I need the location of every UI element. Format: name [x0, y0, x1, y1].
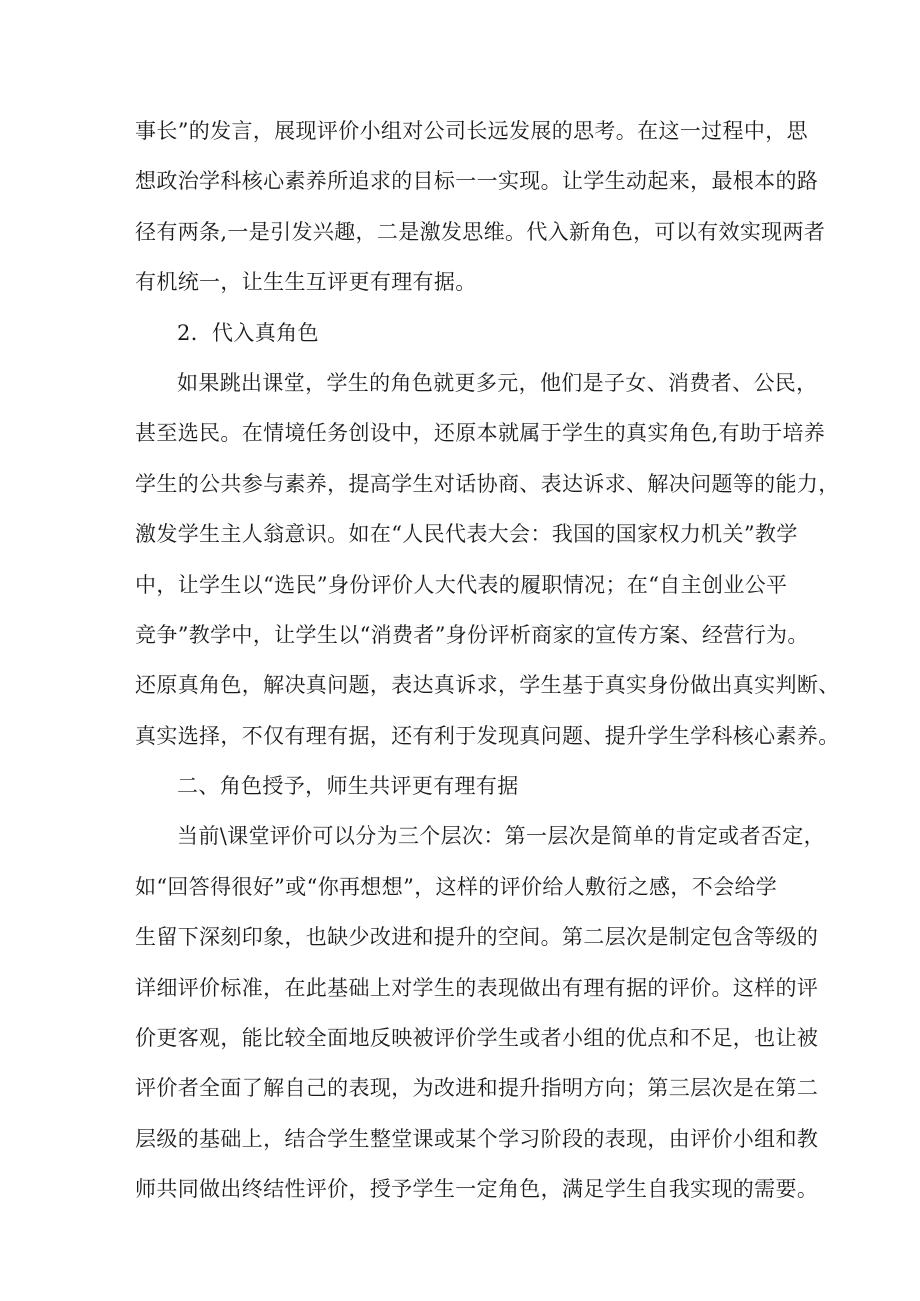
paragraph-real-role [135, 358, 840, 761]
section-heading-ii [135, 761, 775, 811]
text-line: 如果跳出课堂，学生的角色就更多元，他们是子女、消费者、公民， [177, 370, 818, 395]
document-page [135, 106, 840, 1215]
text-line: 中，让学生以“选民”身份评价人大代表的履职情况；在“自主创业公平 [135, 572, 788, 597]
text-line: 想政治学科核心素养所追求的目标一一实现。让学生动起来，最根本的路 [135, 169, 819, 194]
text-line: 甚至选民。在情境任务创设中，还原本就属于学生的真实角色,有助于培养 [135, 421, 826, 446]
text-line: 事长”的发言，展现评价小组对公司长远发展的思考。在这一过程中，思 [135, 119, 808, 143]
text-line: 真实选择，不仅有理有据，还有利于发现真问题、提升学生学科核心素养。 [135, 723, 840, 748]
text-line: 还原真角色，解决真问题，表达真诉求，学生基于真实身份做出真实判断、 [135, 673, 840, 698]
heading-text: 2．代入真角色 [177, 320, 319, 345]
text-line: 评价者全面了解自己的表现，为改进和提升指明方向；第三层次是在第二 [135, 1076, 819, 1101]
paragraph-continuation [135, 106, 826, 308]
heading-text: 二、角色授予，师生共评更有理有据 [177, 774, 519, 799]
section-heading-2 [135, 308, 775, 358]
text-line: 如“回答得很好”或“你再想想”，这样的评价给人敷衍之感，不会给学 [135, 874, 778, 899]
text-line: 学生的公共参与素养，提高学生对话协商、表达诉求、解决问题等的能力， [135, 471, 840, 496]
text-line: 当前\课堂评价可以分为三个层次：第一层次是简单的肯定或者否定， [177, 824, 825, 849]
text-line: 层级的基础上，结合学生整堂课或某个学习阶段的表现，由评价小组和教 [135, 1126, 819, 1151]
text-line: 师共同做出终结性评价，授予学生一定角色，满足学生自我实现的需要。 [135, 1177, 819, 1202]
text-line: 详细评价标准，在此基础上对学生的表现做出有理有据的评价。这样的评 [135, 975, 819, 1000]
paragraph-evaluation-levels [135, 811, 825, 1214]
text-line: 生留下深刻印象，也缺少改进和提升的空间。第二层次是制定包含等级的 [135, 925, 819, 950]
text-line: 径有两条,一是引发兴趣，二是激发思维。代入新角色，可以有效实现两者 [135, 219, 826, 244]
text-line: 激发学生主人翁意识。如在“人民代表大会：我国的国家权力机关”教学 [135, 522, 798, 547]
text-line: 价更客观，能比较全面地反映被评价学生或者小组的优点和不足，也让被 [135, 1026, 819, 1051]
text-line: 有机统一，让生生互评更有理有据。 [135, 270, 477, 295]
text-line: 竞争”教学中，让学生以“消费者”身份评析商家的宣传方案、经营行为。 [135, 622, 809, 647]
